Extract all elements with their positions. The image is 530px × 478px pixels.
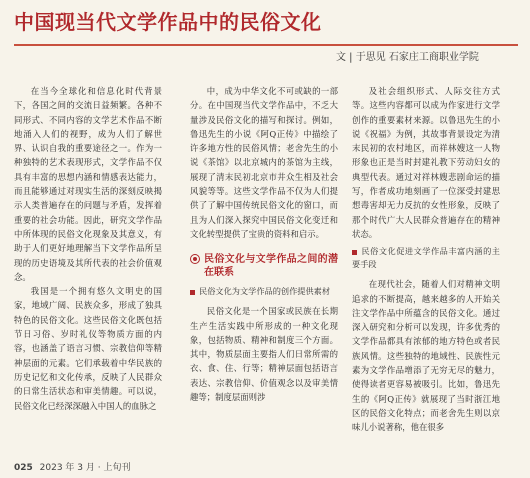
square-bullet-icon (352, 250, 357, 255)
paragraph: 民俗文化是一个国家或民族在长期生产生活实践中所形成的一种文化现象，包括物质、精神和制度三个方面。其中，物质层面主要指人们日常所需的衣、食、住、行等；精神层面包括语言表达、宗教信仰、价值观念以及审美情趣等；制度层面则涉 (190, 306, 338, 403)
column-1 (14, 84, 162, 413)
article-title: 中国现当代文学作品中的民俗文化 (14, 10, 322, 34)
page-footer (14, 460, 130, 473)
column-2 (190, 84, 338, 404)
section-heading (190, 253, 338, 279)
subsection-heading-text: 民俗文化为文学作品的创作提供素材 (199, 286, 331, 297)
paragraph: 中，成为中华文化不可或缺的一部分。在中国现当代文学作品中，不乏大量涉及民俗文化的描写和探讨。例如，鲁迅先生的小说《阿Q正传》中描绘了许多地方性的民俗风情；老舍先生的小说《茶馆》以北京城内的茶馆为主线，展现了清末民初北京市井众生相及社会风貌等等。这些文学作品不仅为人们提供了了解中国传统民俗文化的窗口，而且为人们深入探究中国民俗文化变迁和文化转型提供了宝贵的资料和启示。 (190, 86, 338, 239)
section-bullet-icon (190, 254, 200, 264)
subsection-heading-text: 民俗文化促进文学作品丰富内涵的主要手段 (352, 246, 500, 270)
paragraph: 及社会组织形式、人际交往方式等。这些内容都可以成为作家进行文学创作的重要素材来源。以鲁迅先生的小说《祝福》为例，其故事背景设定为清末民初的农村地区，而祥林嫂这一人物形象也正是当时封建礼教下劳动妇女的典型代表。通过对祥林嫂悲剧命运的描写，作者成功地刻画了一位深受封建思想毒害却无力反抗的女性形象，反映了那个时代广大人民群众普遍存在的精神状态。 (352, 86, 500, 239)
square-bullet-icon (190, 290, 195, 295)
page-number: 025 (14, 463, 33, 473)
author-line: 文 | 于思见 石家庄工商职业学院 (336, 52, 479, 63)
subsection-heading (190, 285, 338, 298)
issue-info: 2023 年 3 月 · 上旬刊 (39, 463, 131, 473)
title-divider (14, 44, 518, 46)
paragraph: 我国是一个拥有悠久文明史的国家，地域广阔、民族众多，形成了独具特色的民俗文化。这些民俗文化既包括节日习俗、岁时礼仪等物质方面的内容，也涵盖了语言习惯、宗教信仰等精神层面的元素。它们承载着中华民族的历史记忆和文化传承，反映了人民群众的日常生活状态和审美情趣。可以说，民俗文化已经深深融入中国人的血脉之 (14, 286, 162, 411)
subsection-heading (352, 245, 500, 271)
column-3 (352, 84, 500, 435)
paragraph: 在现代社会，随着人们对精神文明追求的不断提高，越来越多的人开始关注文学作品中所蕴含的民俗文化。通过深入研究和分析可以发现，许多优秀的文学作品都具有浓郁的地方特色或者民族风情。这些独特的地域性、民族性元素为文学作品增添了无穷无尽的魅力，使得读者更容易被吸引。比如，鲁迅先生的《阿Q正传》就展现了当时浙江地区的民俗文化特点；而老舍先生则以京味儿小说著称，他在很多 (352, 279, 500, 433)
paragraph: 在当今全球化和信息化时代背景下，各国之间的交流日益频繁。各种不同形式、不同内容的文学艺术作品不断地涌入人们的视野，成为人们了解世界、认识自我的重要途径之一。作为一种独特的艺术表现形式，文学作品不仅具有丰富的思想内涵和情感表达能力，而且能够通过对现实生活的深刻反映揭示人类普遍存在的问题与矛盾，发挥着重要的社会功能。因此，研究文学作品中所体现的民俗文化现象及其意义，有助于人们更好地理解当下文学作品所呈现的历史语境及其所代表的社会价值观念。 (14, 86, 162, 282)
section-heading-text: 民俗文化与文学作品之间的潜在联系 (204, 254, 338, 279)
